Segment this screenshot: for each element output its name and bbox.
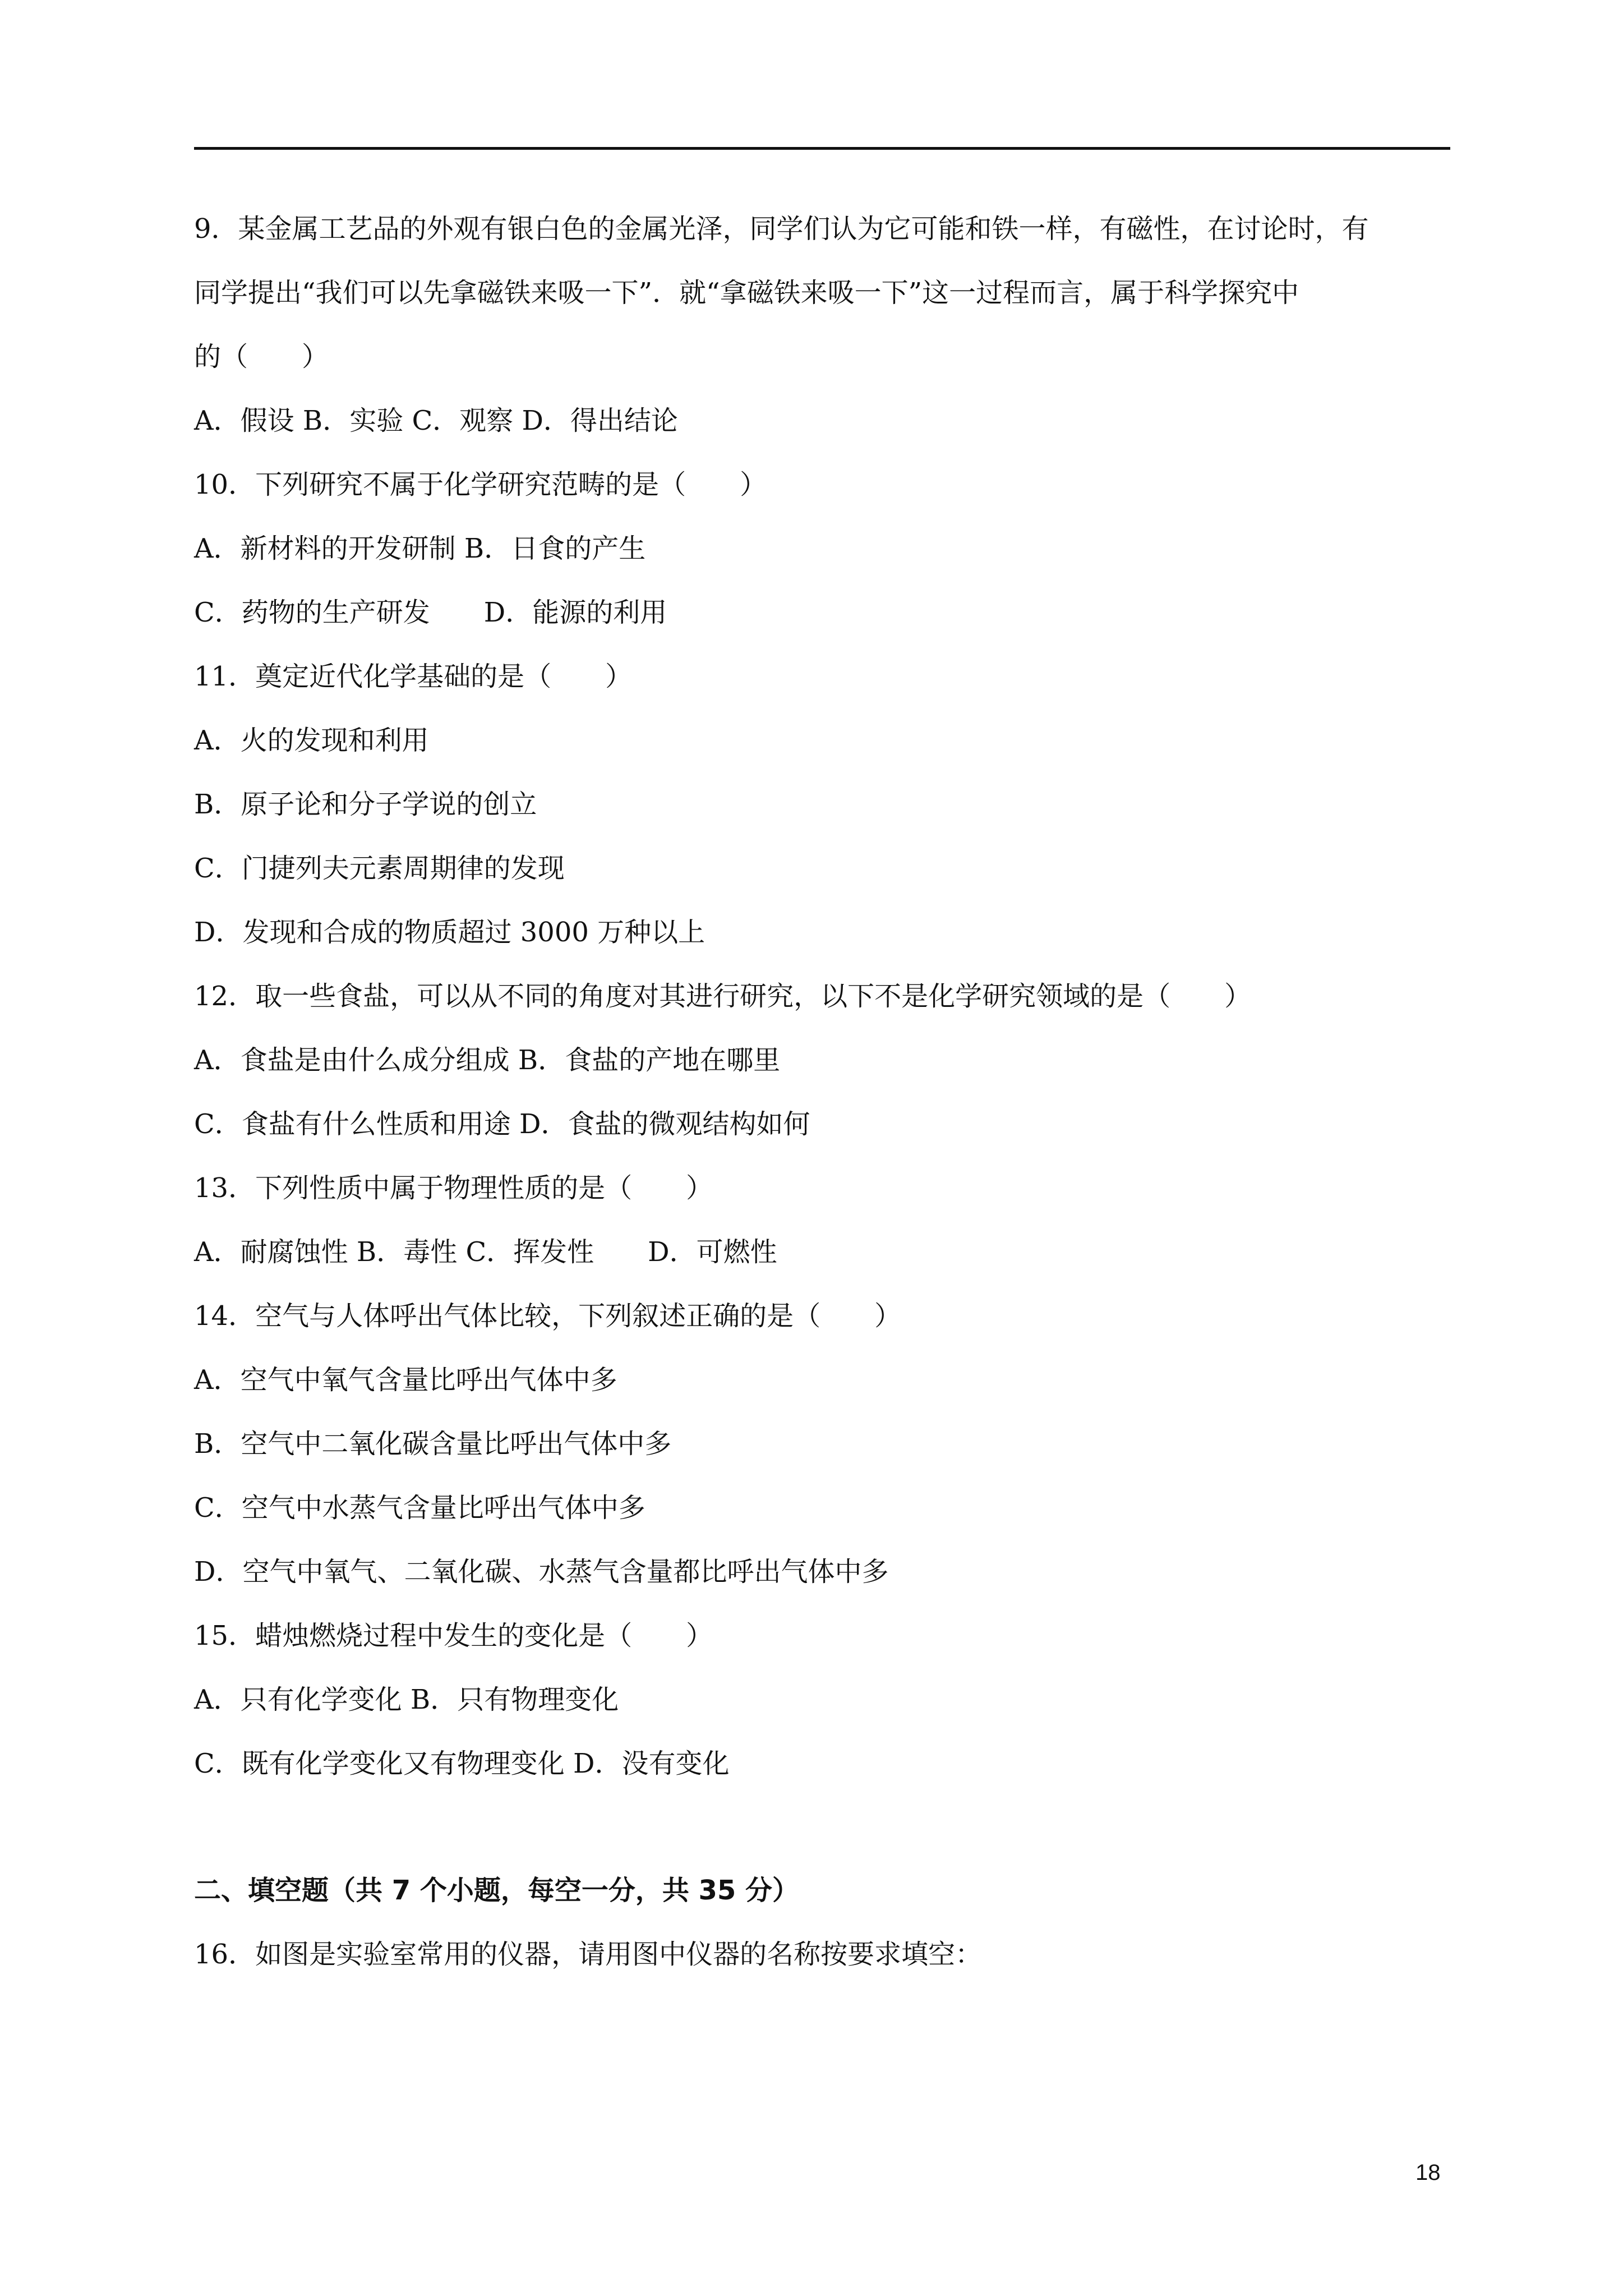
q13-options: A．耐腐蚀性 B．毒性 C．挥发性 D．可燃性: [194, 1236, 777, 1268]
q14-option-b: B．空气中二氧化碳含量比呼出气体中多: [194, 1428, 672, 1460]
q14-option-c: C．空气中水蒸气含量比呼出气体中多: [194, 1492, 645, 1524]
q11-option-b: B．原子论和分子学说的创立: [194, 789, 537, 820]
q9-stem-line-2: 同学提出“我们可以先拿磁铁来吸一下”．就“拿磁铁来吸一下”这一过程而言，属于科学探究中: [194, 277, 1299, 309]
q9-options: A．假设 B．实验 C．观察 D．得出结论: [194, 405, 678, 436]
q10-options-line-1: A．新材料的开发研制 B．日食的产生: [194, 533, 646, 564]
q14-stem: 14．空气与人体呼出气体比较，下列叙述正确的是（ ）: [194, 1300, 902, 1332]
q12-options-line-1: A．食盐是由什么成分组成 B．食盐的产地在哪里: [194, 1045, 781, 1076]
page-number: 18: [1415, 2160, 1441, 2185]
q16-stem: 16．如图是实验室常用的仪器，请用图中仪器的名称按要求填空：: [194, 1939, 983, 1970]
q13-stem: 13．下列性质中属于物理性质的是（ ）: [194, 1172, 713, 1204]
q10-options-line-2: C．药物的生产研发 D．能源的利用: [194, 597, 667, 628]
q14-option-a: A．空气中氧气含量比呼出气体中多: [194, 1364, 617, 1396]
q11-stem: 11．奠定近代化学基础的是（ ）: [194, 661, 633, 692]
q12-stem: 12．取一些食盐，可以从不同的角度对其进行研究，以下不是化学研究领域的是（ ）: [194, 981, 1252, 1012]
q11-option-d: D．发现和合成的物质超过 3000 万种以上: [194, 917, 706, 948]
q14-option-d: D．空气中氧气、二氧化碳、水蒸气含量都比呼出气体中多: [194, 1556, 889, 1588]
section-heading: 二、填空题（共 7 个小题，每空一分，共 35 分）: [194, 1875, 800, 1906]
q15-options-line-1: A．只有化学变化 B．只有物理变化: [194, 1684, 619, 1715]
q15-stem: 15．蜡烛燃烧过程中发生的变化是（ ）: [194, 1620, 713, 1651]
q11-option-a: A．火的发现和利用: [194, 725, 429, 756]
q9-stem-line-3: 的（ ）: [194, 341, 329, 372]
q12-options-line-2: C．食盐有什么性质和用途 D．食盐的微观结构如何: [194, 1108, 810, 1140]
q9-stem-line-1: 9．某金属工艺品的外观有银白色的金属光泽，同学们认为它可能和铁一样，有磁性，在讨论时，有: [194, 213, 1369, 245]
header-rule: [194, 147, 1450, 150]
q15-options-line-2: C．既有化学变化又有物理变化 D．没有变化: [194, 1748, 730, 1779]
q11-option-c: C．门捷列夫元素周期律的发现: [194, 853, 565, 884]
q10-stem: 10．下列研究不属于化学研究范畴的是（ ）: [194, 469, 767, 500]
